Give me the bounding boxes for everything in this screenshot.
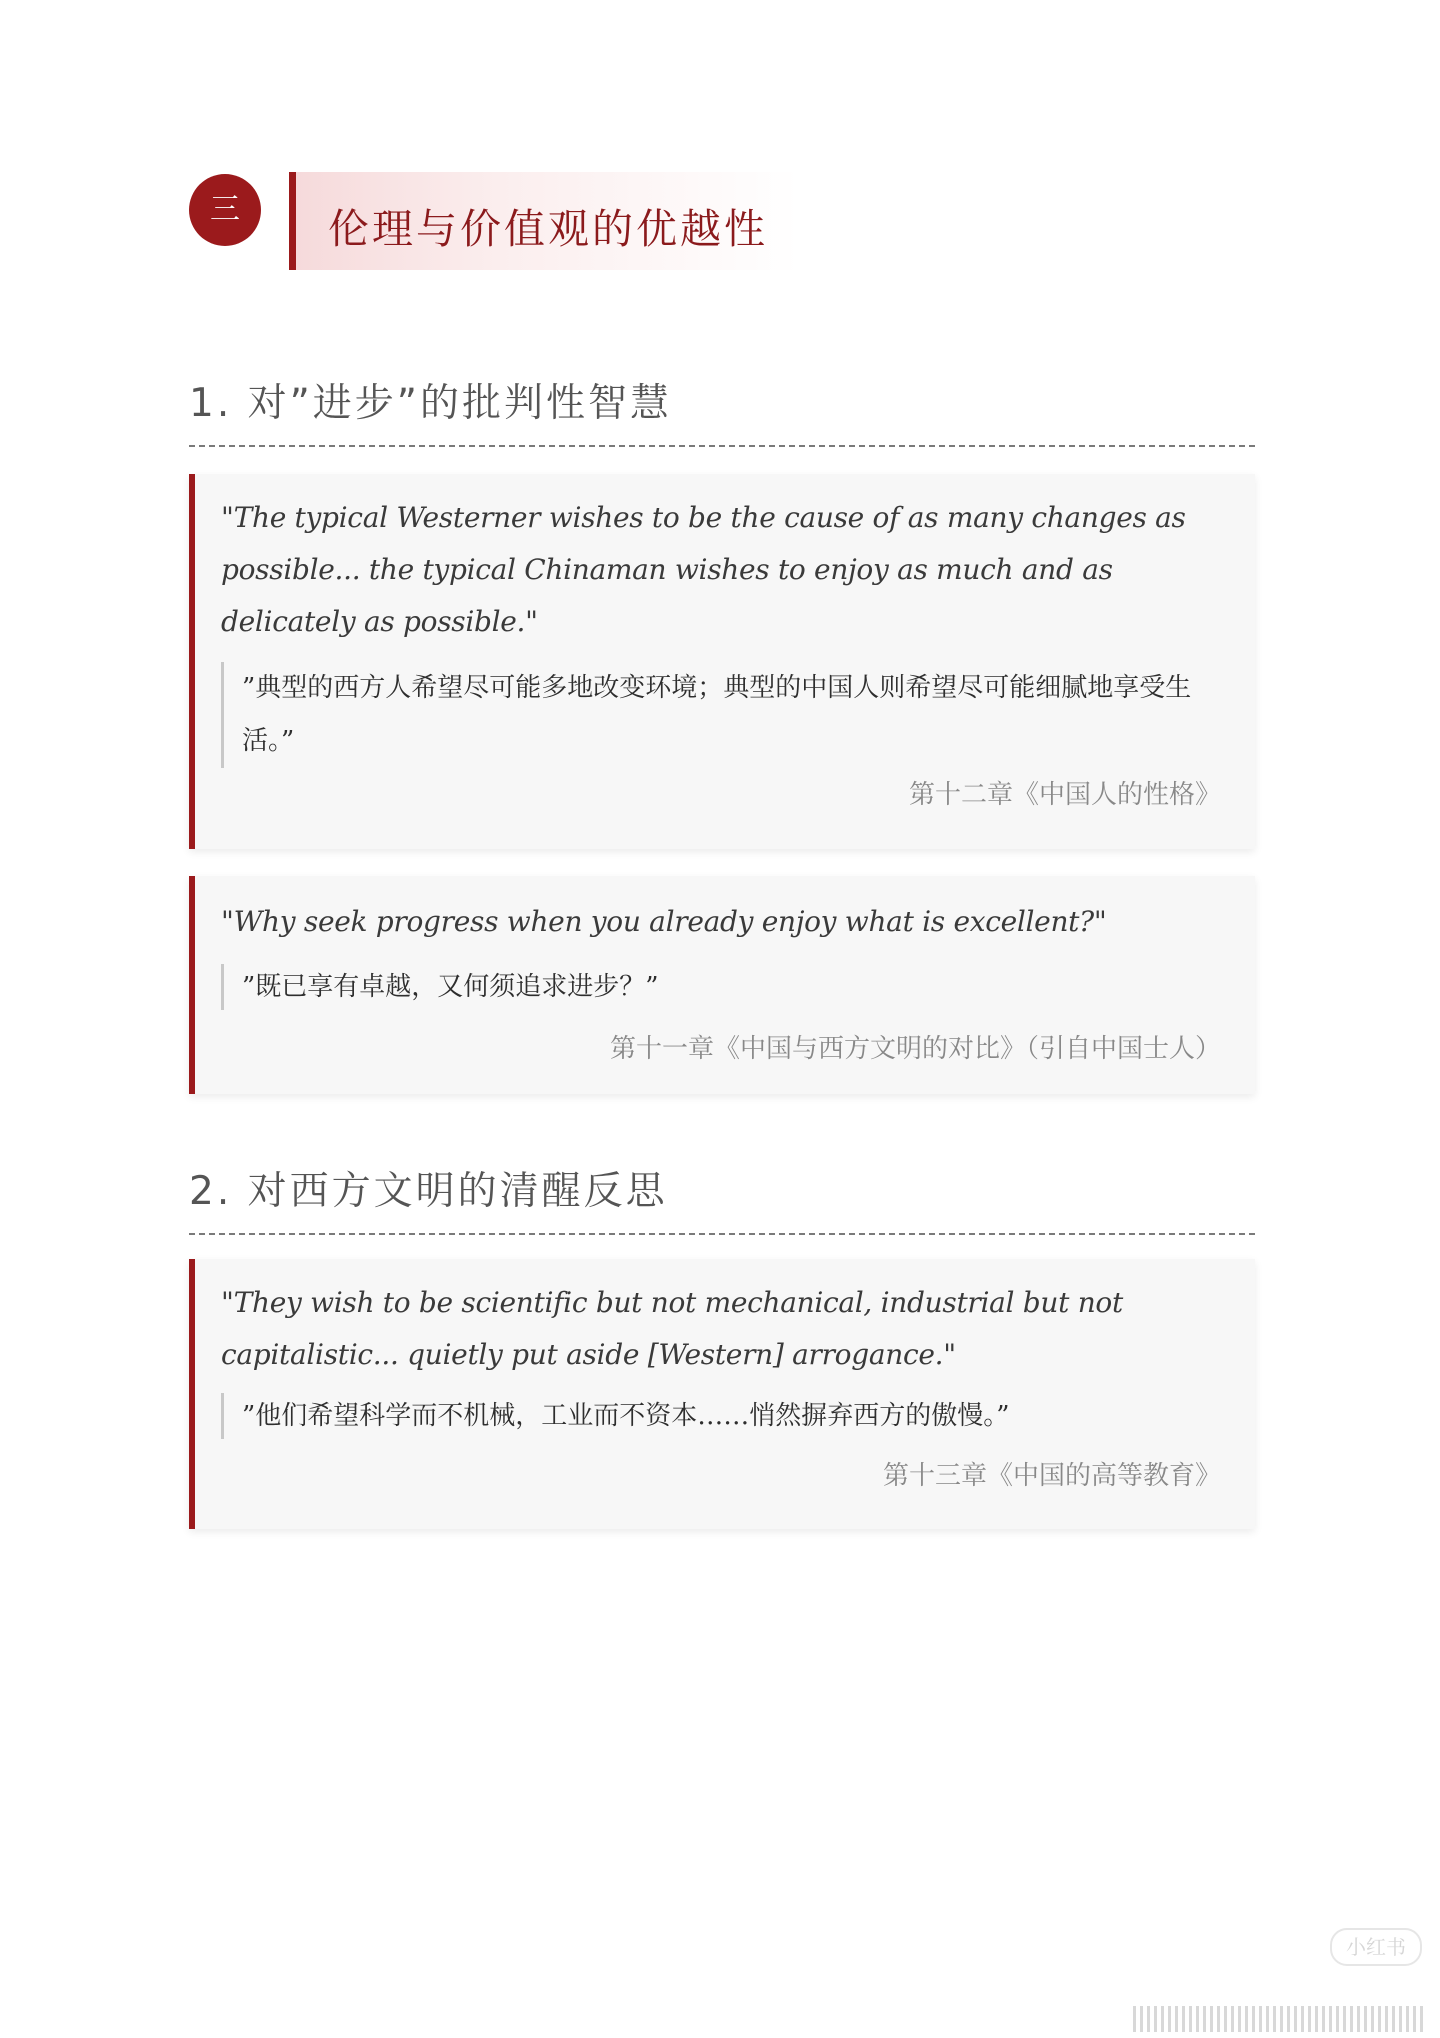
- section-heading-text: 1. 对”进步”的批判性智慧: [189, 381, 673, 426]
- quote-card: [189, 876, 1255, 1094]
- quote-chinese: ”他们希望科学而不机械，工业而不资本……悄然摒弃西方的傲慢。”: [221, 1393, 1232, 1439]
- quote-english: "They wish to be scientific but not mechanical, industrial but not capitalistic... quietly put aside [Western] arrogance.": [221, 1286, 1123, 1371]
- quote-chinese: ”既已享有卓越，又何须追求进步？”: [221, 964, 1232, 1010]
- section-heading-2: [189, 1160, 1255, 1235]
- quote-card: [189, 474, 1255, 849]
- quote-source: 第十二章《中国人的性格》: [908, 780, 1221, 810]
- quote-card: [189, 1259, 1255, 1529]
- chapter-title: 伦理与价值观的优越性: [328, 205, 768, 253]
- quote-source: 第十一章《中国与西方文明的对比》（引自中国士人）: [609, 1034, 1221, 1064]
- section-heading-text: 2. 对西方文明的清醒反思: [189, 1169, 668, 1214]
- chapter-number-badge: 三: [189, 174, 261, 246]
- quote-source: 第十三章《中国的高等教育》: [882, 1461, 1221, 1491]
- quote-english: "The typical Westerner wishes to be the cause of as many changes as possible... the typical Chinaman wishes to enjoy as much and as delicately as possible.": [221, 501, 1186, 638]
- chapter-title-banner: [289, 172, 799, 270]
- section-heading-1: [189, 372, 1255, 447]
- quote-chinese: ”典型的西方人希望尽可能多地改变环境；典型的中国人则希望尽可能细腻地享受生活。”: [221, 662, 1232, 768]
- watermark-logo: 小红书: [1330, 1928, 1422, 1966]
- chapter-header: [189, 172, 809, 272]
- page-progress-indicator: [1133, 2006, 1423, 2032]
- quote-english: "Why seek progress when you already enjoy what is excellent?": [221, 905, 1107, 938]
